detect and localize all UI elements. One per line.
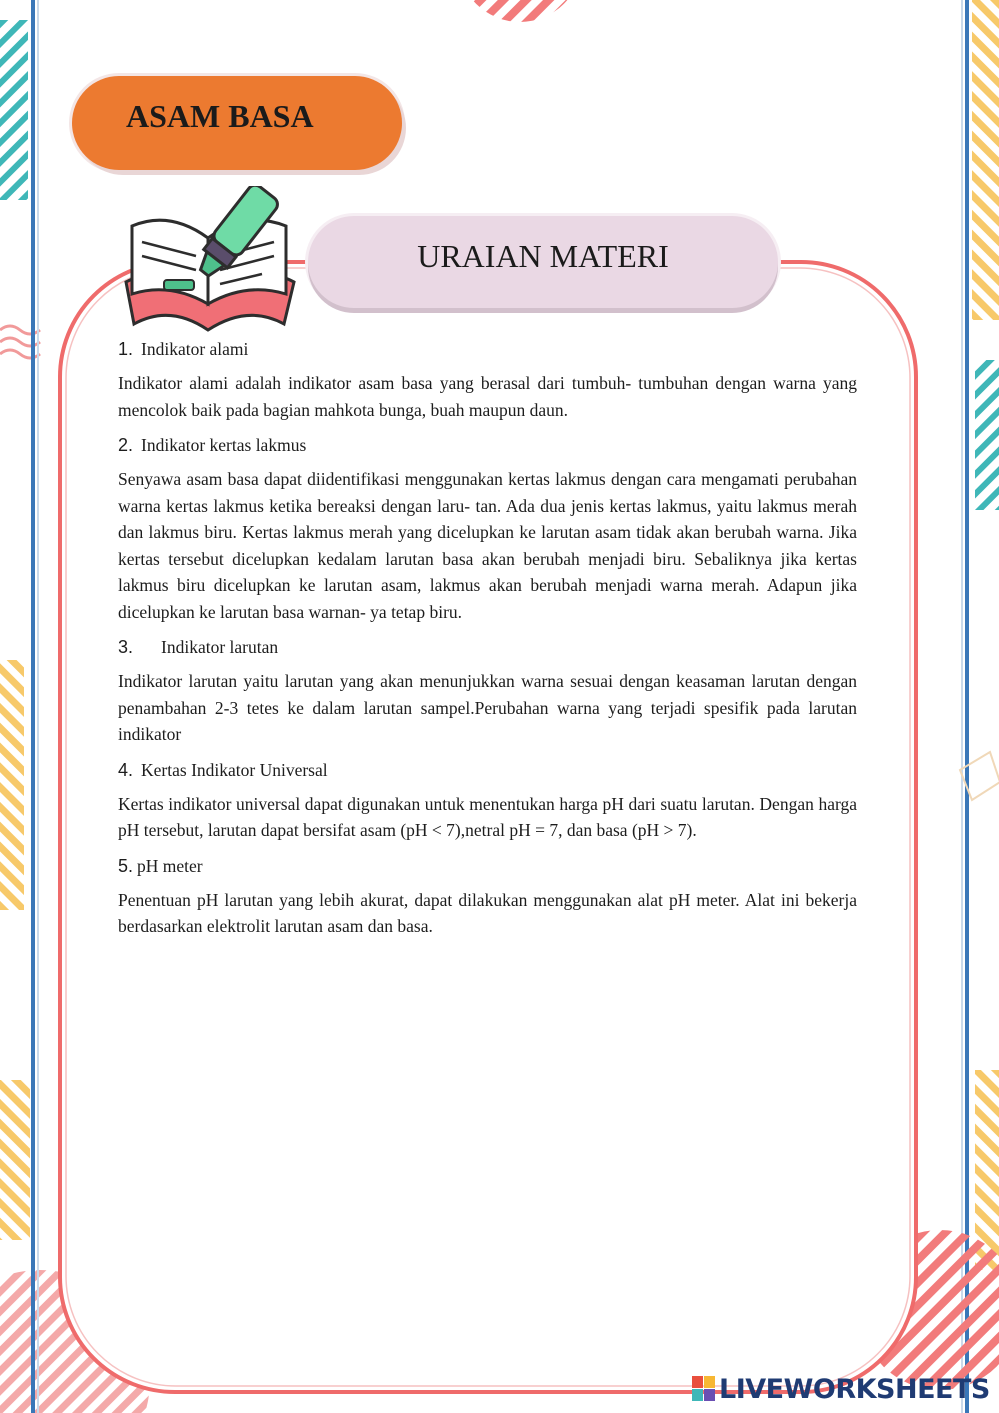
subtitle-banner: [308, 216, 778, 308]
section-paragraph: Kertas indikator universal dapat digunakan untuk menentukan harga pH dari suatu larutan. Dengan harga pH tersebut, larutan dapat bersifat asam (pH < 7),netral pH = 7, dan basa (pH > 7).: [118, 793, 857, 840]
left-yellow-stripes-2: [0, 1080, 30, 1240]
section-heading: [118, 336, 857, 362]
section-heading-text: Kertas Indikator Universal: [141, 759, 328, 780]
section-heading-text: Indikator alami: [141, 339, 249, 359]
left-yellow-stripes: [0, 660, 24, 910]
watermark-text: LIVEWORKSHEETS: [719, 1373, 990, 1405]
section-number: 2.: [118, 435, 134, 455]
section-heading-text: Indikator kertas lakmus: [141, 435, 307, 455]
page-title: ASAM BASA: [126, 98, 314, 134]
section-heading: [118, 757, 857, 783]
left-teal-stripes: [0, 20, 28, 200]
section-heading-text: Indikator larutan: [161, 637, 279, 657]
section-heading: [118, 432, 857, 458]
book-highlighter-icon: [112, 186, 312, 336]
section-heading: [118, 853, 857, 879]
section-paragraph: Indikator alami adalah indikator asam basa yang berasal dari tumbuh- tumbuhan dengan warna yang mencolok baik pada bagian mahkota bunga, buah maupun daun.: [118, 373, 857, 420]
content-body: [118, 336, 857, 949]
section-heading-text: pH meter: [137, 855, 203, 876]
title-banner: [72, 76, 402, 170]
section-number: 1.: [118, 339, 134, 359]
right-yellow-stripes: [972, 0, 999, 320]
liveworksheets-logo-icon: [692, 1374, 716, 1404]
section-title: URAIAN MATERI: [417, 238, 669, 274]
section-paragraph: Penentuan pH larutan yang lebih akurat, dapat dilakukan menggunakan alat pH meter. Alat ini bekerja berdasarkan elektrolit larutan asam dan basa.: [118, 889, 857, 936]
section-paragraph: Senyawa asam basa dapat diidentifikasi menggunakan kertas lakmus dengan cara mengamati perubahan warna kertas lakmus ketika bereaksi dengan laru- tan. Ada dua jenis kertas lakmus, yaitu lakmus merah dan lakmus biru. Kertas lakmus merah yang dicelupkan ke larutan asam tidak akan berubah warna. Jika kertas tersebut dicelupkan kedalam larutan basa akan berubah menjadi biru. Sebaliknya jika kertas lakmus biru dicelupkan ke larutan asam, lakmus akan berubah menjadi warna merah. Adapun jika dicelupkan ke larutan basa warnan- ya tetap biru.: [118, 469, 857, 622]
top-stripe-circle: [440, 0, 600, 30]
liveworksheets-watermark[interactable]: [692, 1372, 990, 1406]
section-number: 4.: [118, 759, 134, 780]
right-teal-stripes: [975, 360, 999, 510]
section-paragraph: Indikator larutan yaitu larutan yang akan menunjukkan warna sesuai dengan keasaman larutan dengan penambahan 2-3 tetes ke dalam larutan sampel.Perubahan warna yang terjadi spesifik pada larutan indikator: [118, 671, 857, 744]
section-heading: [118, 634, 857, 660]
section-number: 3.: [118, 637, 134, 657]
section-number: 5.: [118, 855, 134, 876]
